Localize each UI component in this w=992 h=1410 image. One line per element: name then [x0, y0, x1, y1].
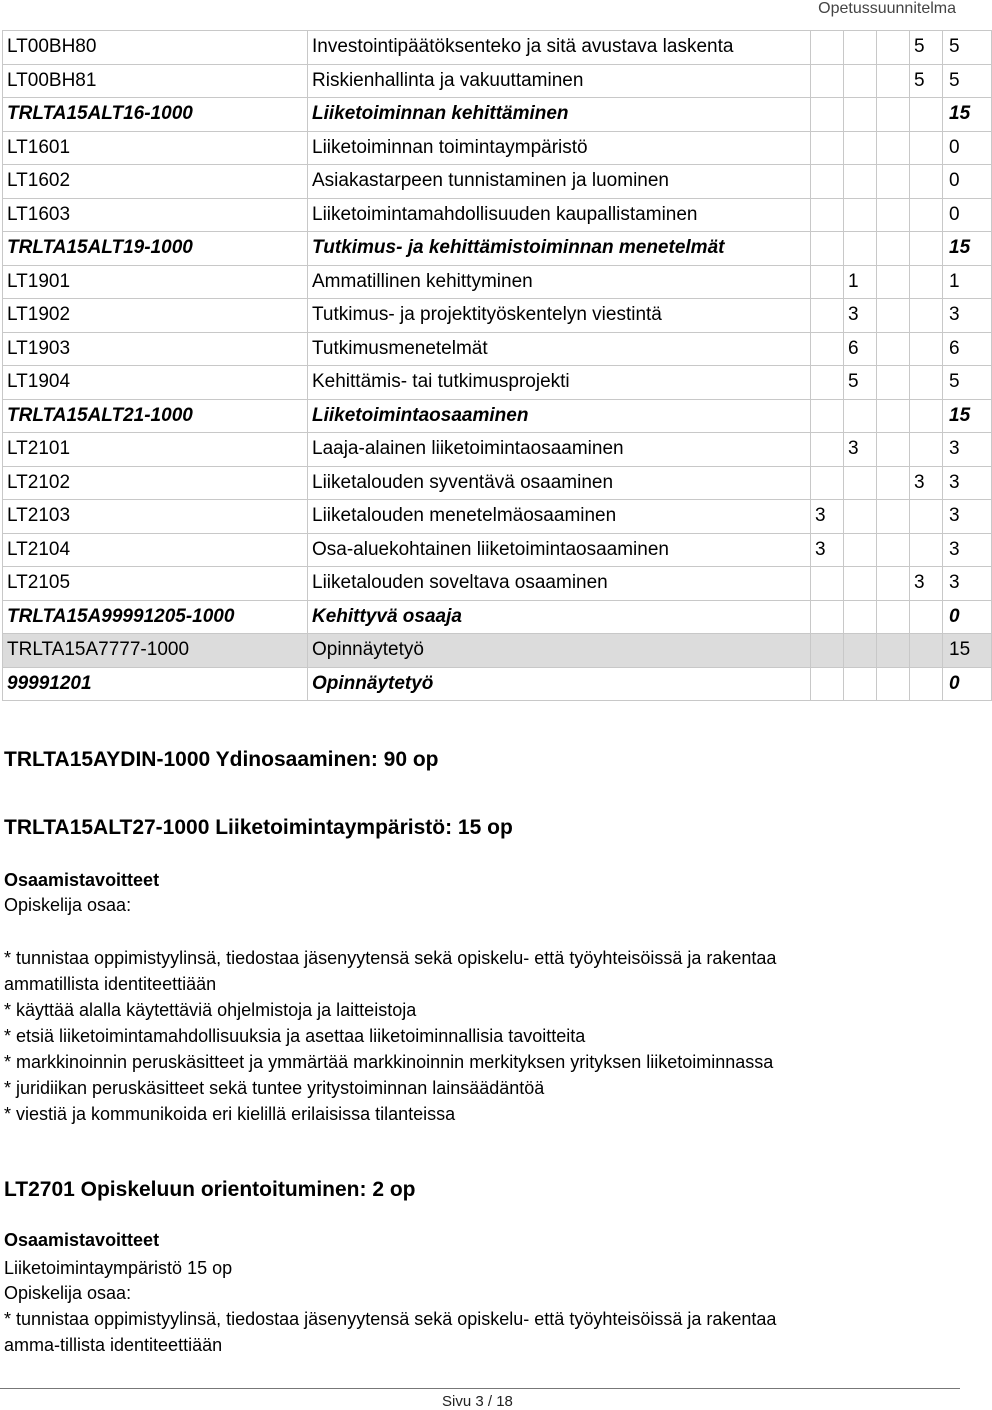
table-cell-name: Tutkimus- ja projektityöskentelyn viestintä	[308, 299, 811, 333]
table-row	[3, 299, 992, 333]
table-cell-name: Liiketoiminnan toimintaympäristö	[308, 131, 811, 165]
table-cell-name: Liiketalouden menetelmäosaaminen	[308, 500, 811, 534]
table-cell-code: TRLTA15A99991205-1000	[3, 600, 308, 634]
table-cell-code: TRLTA15ALT21-1000	[3, 399, 308, 433]
page-footer	[0, 1388, 960, 1410]
table-cell-y2	[844, 64, 877, 98]
table-cell-y1	[811, 165, 844, 199]
table-cell-y1	[811, 634, 844, 668]
table-cell-y4	[910, 600, 943, 634]
table-cell-y3	[877, 232, 910, 266]
table-cell-total: 3	[943, 500, 992, 534]
table-cell-total: 5	[943, 31, 992, 65]
table-cell-code: LT2103	[3, 500, 308, 534]
table-cell-y3	[877, 667, 910, 701]
table-cell-y1	[811, 567, 844, 601]
table-cell-y4	[910, 165, 943, 199]
table-cell-y3	[877, 366, 910, 400]
table-cell-y2	[844, 31, 877, 65]
table-cell-y2	[844, 600, 877, 634]
lt2701-context: Liiketoimintaympäristö 15 op	[4, 1258, 233, 1278]
table-cell-name: Tutkimusmenetelmät	[308, 332, 811, 366]
table-cell-code: 99991201	[3, 667, 308, 701]
table-cell-code: TRLTA15A7777-1000	[3, 634, 308, 668]
table-cell-y4	[910, 265, 943, 299]
table-cell-total: 3	[943, 533, 992, 567]
table-group-row	[3, 98, 992, 132]
alt27-goals-label: Osaamistavoitteet	[4, 870, 160, 890]
table-cell-y3	[877, 31, 910, 65]
table-cell-name: Liiketoimintaosaaminen	[308, 399, 811, 433]
table-cell-y1: 3	[811, 500, 844, 534]
table-cell-y2: 1	[844, 265, 877, 299]
table-cell-y2: 3	[844, 299, 877, 333]
table-cell-code: LT1601	[3, 131, 308, 165]
table-cell-y4: 3	[910, 567, 943, 601]
table-cell-y1	[811, 299, 844, 333]
table-cell-y1: 3	[811, 533, 844, 567]
table-cell-y4	[910, 634, 943, 668]
table-cell-y2	[844, 232, 877, 266]
table-cell-name: Liiketoiminnan kehittäminen	[308, 98, 811, 132]
table-cell-total: 0	[943, 600, 992, 634]
table-cell-name: Liiketalouden soveltava osaaminen	[308, 567, 811, 601]
table-cell-y3	[877, 198, 910, 232]
table-cell-y1	[811, 198, 844, 232]
table-cell-name: Opinnäytetyö	[308, 667, 811, 701]
table-row	[3, 131, 992, 165]
table-cell-total: 5	[943, 366, 992, 400]
table-cell-total: 15	[943, 98, 992, 132]
ydin-heading: TRLTA15AYDIN-1000 Ydinosaaminen: 90 op	[4, 748, 439, 771]
table-group-row	[3, 667, 992, 701]
table-row	[3, 64, 992, 98]
bullet-item: * juridiikan peruskäsitteet sekä tuntee yritystoiminnan lainsäädäntöä	[4, 1078, 545, 1098]
table-cell-y3	[877, 165, 910, 199]
table-cell-y1	[811, 667, 844, 701]
table-cell-total: 0	[943, 165, 992, 199]
table-cell-y4	[910, 366, 943, 400]
table-cell-y4	[910, 299, 943, 333]
table-cell-y2	[844, 466, 877, 500]
table-cell-y4: 3	[910, 466, 943, 500]
table-cell-total: 6	[943, 332, 992, 366]
lt2701-goals-label: Osaamistavoitteet	[4, 1230, 160, 1250]
table-row	[3, 433, 992, 467]
table-cell-y3	[877, 64, 910, 98]
bullet-item: * etsiä liiketoimintamahdollisuuksia ja asettaa liiketoiminnallisia tavoitteita	[4, 1026, 586, 1046]
table-cell-total: 3	[943, 433, 992, 467]
table-cell-y3	[877, 399, 910, 433]
table-cell-total: 1	[943, 265, 992, 299]
table-cell-code: LT2104	[3, 533, 308, 567]
table-cell-total: 15	[943, 232, 992, 266]
table-cell-name: Investointipäätöksenteko ja sitä avustava laskenta	[308, 31, 811, 65]
table-cell-y1	[811, 332, 844, 366]
table-cell-y3	[877, 533, 910, 567]
table-cell-total: 3	[943, 299, 992, 333]
table-cell-code: LT2105	[3, 567, 308, 601]
table-cell-y3	[877, 466, 910, 500]
table-row	[3, 533, 992, 567]
table-cell-name: Riskienhallinta ja vakuuttaminen	[308, 64, 811, 98]
table-cell-total: 3	[943, 567, 992, 601]
table-cell-code: TRLTA15ALT19-1000	[3, 232, 308, 266]
table-cell-y3	[877, 98, 910, 132]
table-cell-y2	[844, 533, 877, 567]
table-row	[3, 265, 992, 299]
table-cell-y4	[910, 131, 943, 165]
lt2701-heading: LT2701 Opiskeluun orientoituminen: 2 op	[4, 1178, 416, 1201]
table-cell-y2	[844, 500, 877, 534]
table-cell-y3	[877, 131, 910, 165]
table-cell-code: TRLTA15ALT16-1000	[3, 98, 308, 132]
table-cell-name: Asiakastarpeen tunnistaminen ja luominen	[308, 165, 811, 199]
table-cell-y4: 5	[910, 31, 943, 65]
table-cell-code: LT00BH81	[3, 64, 308, 98]
table-cell-code: LT1902	[3, 299, 308, 333]
table-row	[3, 198, 992, 232]
table-cell-y3	[877, 299, 910, 333]
table-cell-y1	[811, 399, 844, 433]
table-cell-total: 0	[943, 131, 992, 165]
table-cell-y1	[811, 31, 844, 65]
table-cell-code: LT1901	[3, 265, 308, 299]
table-cell-code: LT1903	[3, 332, 308, 366]
table-cell-y2	[844, 198, 877, 232]
table-cell-y3	[877, 600, 910, 634]
table-group-row	[3, 232, 992, 266]
table-cell-y2	[844, 634, 877, 668]
table-cell-y1	[811, 366, 844, 400]
table-cell-name: Ammatillinen kehittyminen	[308, 265, 811, 299]
table-cell-code: LT2101	[3, 433, 308, 467]
table-cell-y4	[910, 667, 943, 701]
table-row	[3, 332, 992, 366]
table-cell-total: 5	[943, 64, 992, 98]
table-cell-name: Liiketoimintamahdollisuuden kaupallistaminen	[308, 198, 811, 232]
table-cell-code: LT2102	[3, 466, 308, 500]
table-cell-name: Opinnäytetyö	[308, 634, 811, 668]
table-cell-y1	[811, 600, 844, 634]
table-cell-name: Kehittyvä osaaja	[308, 600, 811, 634]
curriculum-table	[2, 30, 992, 701]
table-group-row	[3, 600, 992, 634]
table-row	[3, 567, 992, 601]
page-number: Sivu 3 / 18	[442, 1393, 513, 1410]
lt2701-bullet-list	[4, 1306, 940, 1358]
table-cell-total: 15	[943, 399, 992, 433]
table-cell-y1	[811, 433, 844, 467]
table-cell-y2	[844, 165, 877, 199]
bullet-item: * viestiä ja kommunikoida eri kielillä erilaisissa tilanteissa	[4, 1104, 456, 1124]
table-cell-y2	[844, 567, 877, 601]
table-cell-name: Liiketalouden syventävä osaaminen	[308, 466, 811, 500]
table-cell-total: 0	[943, 198, 992, 232]
table-cell-y4	[910, 433, 943, 467]
table-cell-total: 15	[943, 634, 992, 668]
alt27-bullet-list	[4, 945, 940, 1127]
table-cell-code: LT1603	[3, 198, 308, 232]
table-cell-y4	[910, 399, 943, 433]
table-cell-y1	[811, 64, 844, 98]
table-row	[3, 31, 992, 65]
table-row	[3, 165, 992, 199]
curriculum-table-body	[3, 31, 992, 701]
table-cell-y1	[811, 131, 844, 165]
table-group-row	[3, 399, 992, 433]
table-cell-y2	[844, 131, 877, 165]
table-cell-y3	[877, 433, 910, 467]
table-cell-y4	[910, 500, 943, 534]
table-cell-y4	[910, 232, 943, 266]
table-row	[3, 466, 992, 500]
table-cell-y2: 6	[844, 332, 877, 366]
table-cell-name: Tutkimus- ja kehittämistoiminnan menetelmät	[308, 232, 811, 266]
table-cell-y4: 5	[910, 64, 943, 98]
table-cell-name: Kehittämis- tai tutkimusprojekti	[308, 366, 811, 400]
table-cell-code: LT1602	[3, 165, 308, 199]
table-cell-y3	[877, 567, 910, 601]
table-cell-y4	[910, 533, 943, 567]
table-cell-y3	[877, 332, 910, 366]
table-cell-y2	[844, 667, 877, 701]
table-cell-total: 3	[943, 466, 992, 500]
table-cell-y1	[811, 232, 844, 266]
table-cell-y4	[910, 198, 943, 232]
table-cell-name: Osa-aluekohtainen liiketoimintaosaaminen	[308, 533, 811, 567]
table-cell-y3	[877, 500, 910, 534]
table-cell-name: Laaja-alainen liiketoimintaosaaminen	[308, 433, 811, 467]
table-cell-y1	[811, 265, 844, 299]
bullet-item: * tunnistaa oppimistyylinsä, tiedostaa jäsenyytensä sekä opiskelu- että työyhteisöissä ja rakentaa ammatillista identiteettiään	[4, 948, 777, 994]
table-row	[3, 366, 992, 400]
table-cell-y2	[844, 399, 877, 433]
table-cell-total: 0	[943, 667, 992, 701]
alt27-student-label: Opiskelija osaa:	[4, 895, 132, 915]
table-row	[3, 500, 992, 534]
document-header-title: Opetussuunnitelma	[818, 0, 956, 17]
table-shaded-row	[3, 634, 992, 668]
bullet-item: * käyttää alalla käytettäviä ohjelmistoja ja laitteistoja	[4, 1000, 417, 1020]
table-cell-code: LT00BH80	[3, 31, 308, 65]
bullet-item: * markkinoinnin peruskäsitteet ja ymmärtää markkinoinnin merkityksen yrityksen liiketoiminnassa	[4, 1052, 774, 1072]
lt2701-student-label: Opiskelija osaa:	[4, 1283, 132, 1303]
table-cell-code: LT1904	[3, 366, 308, 400]
table-cell-y1	[811, 98, 844, 132]
table-cell-y3	[877, 634, 910, 668]
alt27-heading: TRLTA15ALT27-1000 Liiketoimintaympäristö: 15 op	[4, 816, 513, 839]
table-cell-y4	[910, 332, 943, 366]
table-cell-y1	[811, 466, 844, 500]
table-cell-y3	[877, 265, 910, 299]
table-cell-y4	[910, 98, 943, 132]
table-cell-y2: 3	[844, 433, 877, 467]
table-cell-y2: 5	[844, 366, 877, 400]
table-cell-y2	[844, 98, 877, 132]
bullet-item: * tunnistaa oppimistyylinsä, tiedostaa jäsenyytensä sekä opiskelu- että työyhteisöissä ja rakentaa amma-tillista identiteettiään	[4, 1309, 777, 1355]
